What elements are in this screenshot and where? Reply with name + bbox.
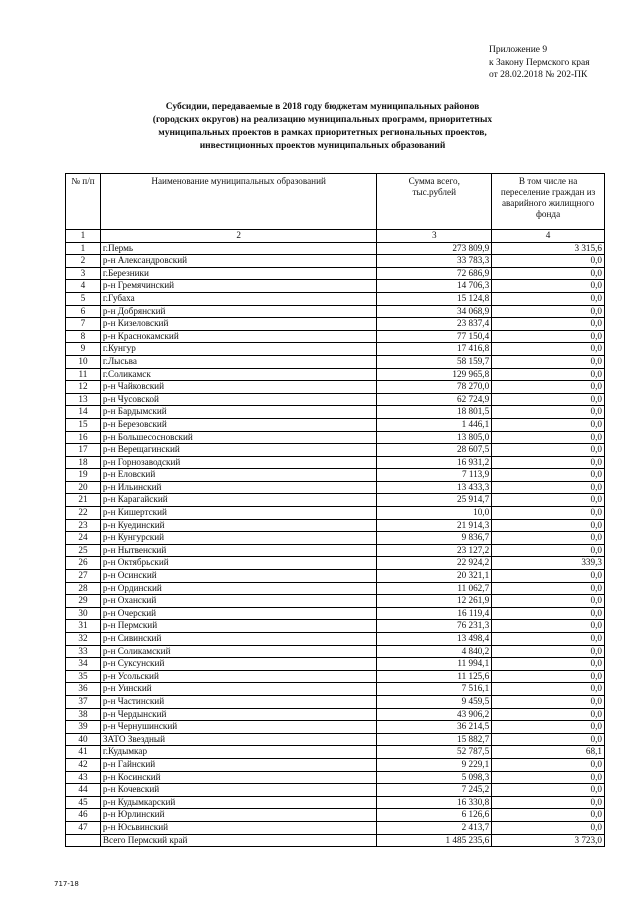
- table-row: [66, 343, 605, 356]
- row-name: р-н Осинский: [100, 570, 376, 583]
- table-row: [66, 532, 605, 545]
- row-number: 12: [66, 381, 101, 394]
- row-total: 15 882,7: [377, 733, 492, 746]
- row-name: р-н Пермский: [100, 620, 376, 633]
- table-row: [66, 267, 605, 280]
- row-total: 14 706,3: [377, 280, 492, 293]
- row-resettle: 3 315,6: [492, 242, 605, 255]
- table-row: [66, 557, 605, 570]
- row-total: 9 229,1: [377, 758, 492, 771]
- row-name: р-н Добрянский: [100, 305, 376, 318]
- row-total: 62 724,9: [377, 393, 492, 406]
- row-resettle: 0,0: [492, 758, 605, 771]
- row-total: 16 119,4: [377, 607, 492, 620]
- row-resettle: 0,0: [492, 645, 605, 658]
- table-row: [66, 368, 605, 381]
- row-resettle: 0,0: [492, 305, 605, 318]
- row-total: 129 965,8: [377, 368, 492, 381]
- appendix-block: [489, 44, 590, 82]
- row-resettle: 0,0: [492, 695, 605, 708]
- row-name: р-н Сивинский: [100, 633, 376, 646]
- row-name: р-н Очерский: [100, 607, 376, 620]
- row-name: г.Соликамск: [100, 368, 376, 381]
- header-including: В том числе на переселение граждан из аварийного жилищного фонда: [492, 174, 605, 230]
- table-body: [66, 242, 605, 834]
- row-number: 43: [66, 771, 101, 784]
- row-name: р-н Краснокамский: [100, 330, 376, 343]
- row-total: 23 837,4: [377, 318, 492, 331]
- table-row: [66, 733, 605, 746]
- row-total: 28 607,5: [377, 444, 492, 457]
- row-name: р-н Чердынский: [100, 708, 376, 721]
- table-row: [66, 292, 605, 305]
- table-row: [66, 645, 605, 658]
- row-name: р-н Бардымский: [100, 406, 376, 419]
- row-name: р-н Суксунский: [100, 658, 376, 671]
- row-number: 41: [66, 746, 101, 759]
- row-resettle: 0,0: [492, 255, 605, 268]
- row-number: 19: [66, 469, 101, 482]
- row-total: 7 245,2: [377, 784, 492, 797]
- row-name: р-н Чернушинский: [100, 721, 376, 734]
- row-number: 45: [66, 796, 101, 809]
- row-number: 36: [66, 683, 101, 696]
- table-row: [66, 658, 605, 671]
- row-name: р-н Ординский: [100, 582, 376, 595]
- row-resettle: 0,0: [492, 771, 605, 784]
- row-resettle: 0,0: [492, 355, 605, 368]
- row-total: 9 836,7: [377, 532, 492, 545]
- header-name: Наименование муниципальных образований: [100, 174, 376, 230]
- row-total: 13 498,4: [377, 633, 492, 646]
- row-number: 35: [66, 670, 101, 683]
- table-row: [66, 809, 605, 822]
- row-total: 72 686,9: [377, 267, 492, 280]
- row-name: р-н Нытвенский: [100, 544, 376, 557]
- row-number: 34: [66, 658, 101, 671]
- row-number: 21: [66, 494, 101, 507]
- row-name: г.Кунгур: [100, 343, 376, 356]
- colnum-1: 1: [66, 230, 101, 243]
- row-resettle: 0,0: [492, 544, 605, 557]
- table-row: [66, 821, 605, 834]
- row-number: 1: [66, 242, 101, 255]
- row-resettle: 0,0: [492, 406, 605, 419]
- document-title: [130, 101, 515, 153]
- appendix-line-2: к Закону Пермского края: [489, 57, 590, 68]
- row-name: р-н Кочевский: [100, 784, 376, 797]
- table-row: [66, 721, 605, 734]
- row-total: 12 261,9: [377, 595, 492, 608]
- row-name: р-н Александровский: [100, 255, 376, 268]
- row-number: 9: [66, 343, 101, 356]
- row-resettle: 68,1: [492, 746, 605, 759]
- row-number: 37: [66, 695, 101, 708]
- table-row: [66, 280, 605, 293]
- row-number: 2: [66, 255, 101, 268]
- total-row: [66, 834, 605, 847]
- title-line-4: инвестиционных проектов муниципальных образований: [199, 141, 446, 151]
- row-number: 25: [66, 544, 101, 557]
- row-total: 78 270,0: [377, 381, 492, 394]
- table-row: [66, 406, 605, 419]
- table-row: [66, 418, 605, 431]
- row-resettle: 0,0: [492, 280, 605, 293]
- row-resettle: 0,0: [492, 633, 605, 646]
- row-total: 21 914,3: [377, 519, 492, 532]
- table-row: [66, 595, 605, 608]
- row-resettle: 0,0: [492, 418, 605, 431]
- row-resettle: 0,0: [492, 456, 605, 469]
- row-total: 43 906,2: [377, 708, 492, 721]
- appendix-line-3: от 28.02.2018 № 202-ПК: [489, 70, 588, 80]
- row-name: ЗАТО Звездный: [100, 733, 376, 746]
- row-name: р-н Косинский: [100, 771, 376, 784]
- table-row: [66, 620, 605, 633]
- table-row: [66, 758, 605, 771]
- row-total: 273 809,9: [377, 242, 492, 255]
- row-total: 17 416,8: [377, 343, 492, 356]
- row-name: р-н Кишертский: [100, 507, 376, 520]
- row-resettle: 339,3: [492, 557, 605, 570]
- row-total: 7 113,9: [377, 469, 492, 482]
- row-total: 11 994,1: [377, 658, 492, 671]
- row-name: р-н Гремячинский: [100, 280, 376, 293]
- table-row: [66, 582, 605, 595]
- row-name: р-н Соликамский: [100, 645, 376, 658]
- row-resettle: 0,0: [492, 570, 605, 583]
- row-resettle: 0,0: [492, 582, 605, 595]
- row-name: р-н Карагайский: [100, 494, 376, 507]
- footer-code: 717-18: [54, 880, 79, 888]
- table-row: [66, 469, 605, 482]
- row-number: 4: [66, 280, 101, 293]
- table-row: [66, 771, 605, 784]
- row-number: 15: [66, 418, 101, 431]
- row-total: 77 150,4: [377, 330, 492, 343]
- row-name: г.Березники: [100, 267, 376, 280]
- row-total: 11 062,7: [377, 582, 492, 595]
- row-resettle: 0,0: [492, 292, 605, 305]
- row-resettle: 0,0: [492, 267, 605, 280]
- row-resettle: 0,0: [492, 658, 605, 671]
- row-resettle: 0,0: [492, 494, 605, 507]
- table-row: [66, 683, 605, 696]
- row-name: р-н Октябрьский: [100, 557, 376, 570]
- row-number: 38: [66, 708, 101, 721]
- row-number: 16: [66, 431, 101, 444]
- row-total: 76 231,3: [377, 620, 492, 633]
- row-total: 5 098,3: [377, 771, 492, 784]
- row-name: р-н Чусовской: [100, 393, 376, 406]
- row-number: 30: [66, 607, 101, 620]
- title-line-1: Субсидии, передаваемые в 2018 году бюджетам муниципальных районов: [165, 102, 480, 112]
- row-name: р-н Чайковский: [100, 381, 376, 394]
- table-row: [66, 507, 605, 520]
- row-total: 36 214,5: [377, 721, 492, 734]
- row-number: 33: [66, 645, 101, 658]
- table-row: [66, 544, 605, 557]
- row-number: 5: [66, 292, 101, 305]
- table-row: [66, 330, 605, 343]
- row-name: р-н Уинский: [100, 683, 376, 696]
- table-row: [66, 695, 605, 708]
- table-row: [66, 746, 605, 759]
- row-resettle: 0,0: [492, 318, 605, 331]
- row-resettle: 0,0: [492, 796, 605, 809]
- row-resettle: 0,0: [492, 721, 605, 734]
- row-total: 25 914,7: [377, 494, 492, 507]
- table-row: [66, 633, 605, 646]
- table-row: [66, 519, 605, 532]
- row-number: 27: [66, 570, 101, 583]
- row-name: р-н Частинский: [100, 695, 376, 708]
- row-number: 10: [66, 355, 101, 368]
- row-resettle: 0,0: [492, 784, 605, 797]
- row-total: 22 924,2: [377, 557, 492, 570]
- table-row: [66, 784, 605, 797]
- row-total: 15 124,8: [377, 292, 492, 305]
- row-total: 13 805,0: [377, 431, 492, 444]
- row-number: 47: [66, 821, 101, 834]
- row-name: р-н Кизеловский: [100, 318, 376, 331]
- row-resettle: 0,0: [492, 469, 605, 482]
- row-total: 9 459,5: [377, 695, 492, 708]
- row-name: р-н Куединский: [100, 519, 376, 532]
- row-name: г.Кудымкар: [100, 746, 376, 759]
- row-number: 31: [66, 620, 101, 633]
- row-total: 2 413,7: [377, 821, 492, 834]
- colnum-3: 3: [377, 230, 492, 243]
- row-resettle: 0,0: [492, 532, 605, 545]
- row-resettle: 0,0: [492, 343, 605, 356]
- row-resettle: 0,0: [492, 481, 605, 494]
- row-number: 40: [66, 733, 101, 746]
- row-name: р-н Кудымкарский: [100, 796, 376, 809]
- header-total: Сумма всего, тыс.рублей: [377, 174, 492, 230]
- row-resettle: 0,0: [492, 708, 605, 721]
- row-total: 1 446,1: [377, 418, 492, 431]
- table-row: [66, 570, 605, 583]
- row-name: р-н Березовский: [100, 418, 376, 431]
- row-resettle: 0,0: [492, 821, 605, 834]
- row-total: 52 787,5: [377, 746, 492, 759]
- table-row: [66, 796, 605, 809]
- row-number: 32: [66, 633, 101, 646]
- table-row: [66, 494, 605, 507]
- row-number: 22: [66, 507, 101, 520]
- row-total: 18 801,5: [377, 406, 492, 419]
- row-total: 23 127,2: [377, 544, 492, 557]
- table-row: [66, 242, 605, 255]
- row-resettle: 0,0: [492, 519, 605, 532]
- row-total: 58 159,7: [377, 355, 492, 368]
- total-sum: 1 485 235,6: [377, 834, 492, 847]
- row-total: 16 931,2: [377, 456, 492, 469]
- row-resettle: 0,0: [492, 330, 605, 343]
- row-resettle: 0,0: [492, 393, 605, 406]
- row-resettle: 0,0: [492, 444, 605, 457]
- row-name: р-н Кунгурский: [100, 532, 376, 545]
- row-total: 4 840,2: [377, 645, 492, 658]
- row-name: г.Лысьва: [100, 355, 376, 368]
- row-name: р-н Усольский: [100, 670, 376, 683]
- subsidies-table: [65, 173, 605, 847]
- row-resettle: 0,0: [492, 431, 605, 444]
- table-row: [66, 481, 605, 494]
- row-number: 20: [66, 481, 101, 494]
- row-name: р-н Горнозаводский: [100, 456, 376, 469]
- total-resettle: 3 723,0: [492, 834, 605, 847]
- row-name: р-н Юсьвинский: [100, 821, 376, 834]
- row-name: р-н Верещагинский: [100, 444, 376, 457]
- table-row: [66, 456, 605, 469]
- row-number: 11: [66, 368, 101, 381]
- row-name: р-н Ильинский: [100, 481, 376, 494]
- row-name: г.Губаха: [100, 292, 376, 305]
- row-resettle: 0,0: [492, 595, 605, 608]
- row-name: р-н Еловский: [100, 469, 376, 482]
- row-number: 24: [66, 532, 101, 545]
- table-row: [66, 355, 605, 368]
- row-number: 26: [66, 557, 101, 570]
- total-num-cell: [66, 834, 101, 847]
- row-total: 20 321,1: [377, 570, 492, 583]
- row-resettle: 0,0: [492, 381, 605, 394]
- row-number: 46: [66, 809, 101, 822]
- row-resettle: 0,0: [492, 733, 605, 746]
- row-resettle: 0,0: [492, 809, 605, 822]
- appendix-line-1: Приложение 9: [489, 45, 548, 55]
- table-row: [66, 444, 605, 457]
- table-row: [66, 670, 605, 683]
- row-number: 18: [66, 456, 101, 469]
- table-row: [66, 318, 605, 331]
- row-total: 34 068,9: [377, 305, 492, 318]
- total-label: Всего Пермский край: [100, 834, 376, 847]
- row-name: р-н Гайнский: [100, 758, 376, 771]
- title-line-3: муниципальных проектов в рамках приоритетных региональных проектов,: [158, 128, 487, 138]
- row-number: 28: [66, 582, 101, 595]
- row-total: 16 330,8: [377, 796, 492, 809]
- table-row: [66, 305, 605, 318]
- row-number: 39: [66, 721, 101, 734]
- row-number: 14: [66, 406, 101, 419]
- table-row: [66, 255, 605, 268]
- row-resettle: 0,0: [492, 368, 605, 381]
- row-number: 44: [66, 784, 101, 797]
- row-number: 6: [66, 305, 101, 318]
- row-number: 13: [66, 393, 101, 406]
- row-total: 6 126,6: [377, 809, 492, 822]
- row-name: р-н Юрлинский: [100, 809, 376, 822]
- row-number: 3: [66, 267, 101, 280]
- row-name: г.Пермь: [100, 242, 376, 255]
- row-number: 42: [66, 758, 101, 771]
- colnum-2: 2: [100, 230, 376, 243]
- row-resettle: 0,0: [492, 670, 605, 683]
- row-resettle: 0,0: [492, 507, 605, 520]
- row-number: 8: [66, 330, 101, 343]
- row-total: 10,0: [377, 507, 492, 520]
- title-line-2: (городских округов) на реализацию муниципальных программ, приоритетных: [152, 115, 493, 125]
- header-num: № п/п: [66, 174, 101, 230]
- row-total: 13 433,3: [377, 481, 492, 494]
- table-row: [66, 381, 605, 394]
- row-resettle: 0,0: [492, 607, 605, 620]
- table-row: [66, 708, 605, 721]
- row-number: 29: [66, 595, 101, 608]
- row-total: 7 516,1: [377, 683, 492, 696]
- row-number: 17: [66, 444, 101, 457]
- row-number: 23: [66, 519, 101, 532]
- row-name: р-н Оханский: [100, 595, 376, 608]
- row-total: 33 783,3: [377, 255, 492, 268]
- row-resettle: 0,0: [492, 620, 605, 633]
- table-row: [66, 431, 605, 444]
- table-row: [66, 393, 605, 406]
- row-name: р-н Большесосновский: [100, 431, 376, 444]
- table-row: [66, 607, 605, 620]
- row-total: 11 125,6: [377, 670, 492, 683]
- row-number: 7: [66, 318, 101, 331]
- colnum-4: 4: [492, 230, 605, 243]
- row-resettle: 0,0: [492, 683, 605, 696]
